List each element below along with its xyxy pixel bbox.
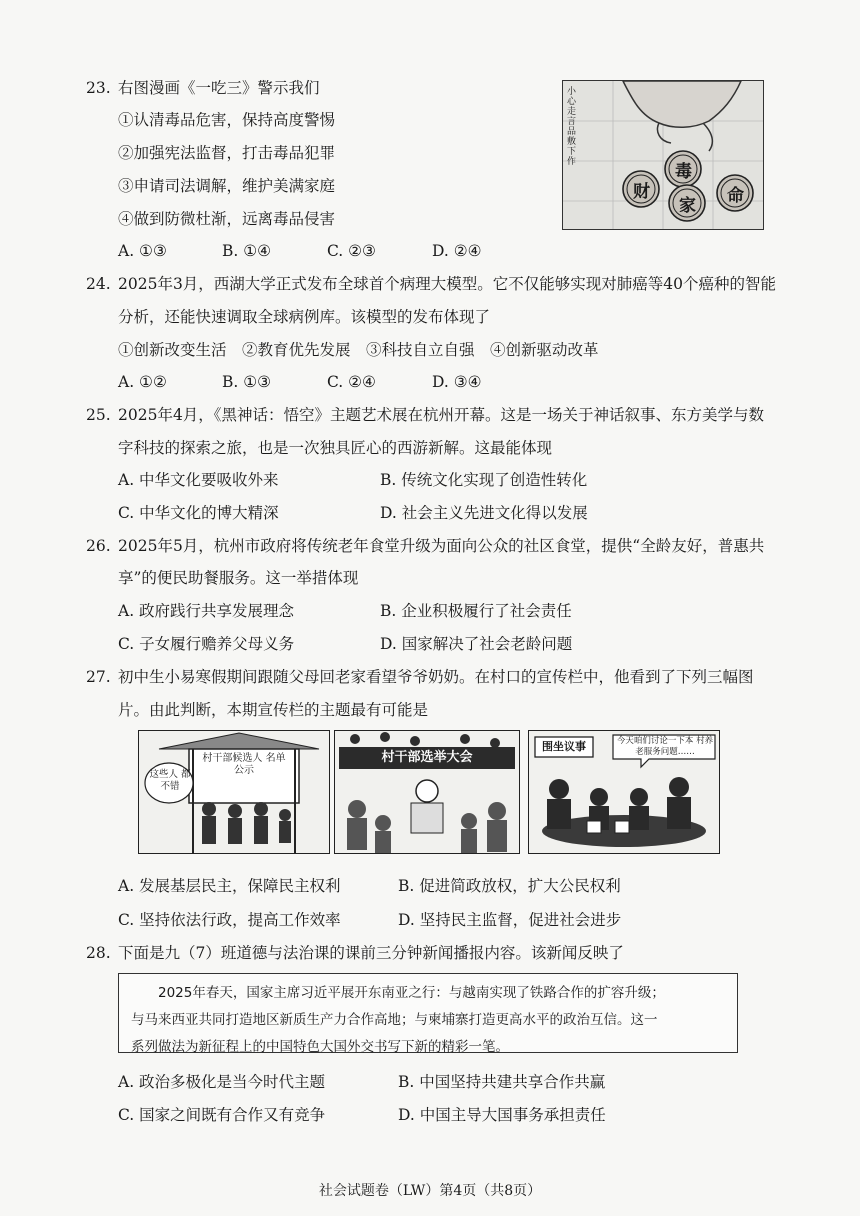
q27-option-d: D. 坚持民主监督，促进社会进步: [398, 911, 622, 929]
cartoon-side-text: 小心走言品敷下作: [567, 87, 577, 167]
q27-option-b: B. 促进简政放权，扩大公民权利: [398, 877, 621, 895]
chess-piece-cai: 财: [633, 182, 650, 202]
q23-cartoon: [562, 80, 764, 230]
q28-option-b: B. 中国坚持共建共享合作共赢: [398, 1073, 606, 1091]
q28-stem-text: 下面是九（7）班道德与法治课的课前三分钟新闻播报内容。该新闻反映了: [118, 944, 624, 962]
q27-stem-line1: [86, 667, 754, 687]
page-footer: 社会试题卷（LW）第4页（共8页）: [318, 1183, 542, 1199]
speech-bubble-1: 这些人 都不错: [149, 769, 191, 792]
q25-option-b: B. 传统文化实现了创造性转化: [380, 471, 588, 489]
q23-item-2: ②加强宪法监督，打击毒品犯罪: [118, 144, 336, 162]
q26-number: 26.: [86, 537, 111, 555]
q27-picture-3: [528, 730, 720, 854]
q23-option-a: A. ①③: [118, 242, 167, 260]
q26-stem-line2: 享”的便民助餐服务。这一举措体现: [118, 569, 359, 587]
q23-stem-text: 右图漫画《一吃三》警示我们: [118, 79, 320, 97]
q26-stem-line1: [86, 536, 764, 556]
q25-option-d: D. 社会主义先进文化得以发展: [380, 504, 588, 522]
q23-item-1: ①认清毒品危害，保持高度警惕: [118, 111, 336, 129]
meeting-sign: 围坐议事: [542, 740, 586, 753]
q25-stem-line2: 字科技的探索之旅，也是一次独具匠心的西游新解。这最能体现: [118, 439, 553, 457]
q23-option-d: D. ②④: [432, 242, 482, 260]
q23-option-c: C. ②③: [327, 242, 376, 260]
news-line-1: 2025年春天，国家主席习近平展开东南亚之行：与越南实现了铁路合作的扩容升级；: [158, 985, 665, 1001]
chess-piece-ming: 命: [727, 186, 744, 206]
notice-board-text: 村干部候选人 名单公示: [202, 753, 286, 776]
q26-option-d: D. 国家解决了社会老龄问题: [380, 635, 573, 653]
q25-number: 25.: [86, 406, 111, 424]
q27-stem-line2: 片。由此判断，本期宣传栏的主题最有可能是: [118, 701, 429, 719]
q28-option-d: D. 中国主导大国事务承担责任: [398, 1106, 606, 1124]
q28-stem: [86, 943, 624, 963]
chess-piece-du: 毒: [675, 162, 692, 182]
q27-option-a: A. 发展基层民主，保障民主权利: [118, 877, 341, 895]
q24-stem-text-1: 2025年3月，西湖大学正式发布全球首个病理大模型。它不仅能够实现对肺癌等40个癌种的智能: [118, 275, 777, 293]
q26-stem-text-1: 2025年5月，杭州市政府将传统老年食堂升级为面向公众的社区食堂，提供“全龄友好，普惠共: [118, 537, 765, 555]
q25-stem-text-1: 2025年4月，《黑神话：悟空》主题艺术展在杭州开幕。这是一场关于神话叙事、东方美学与数: [118, 406, 765, 424]
q23-number: 23.: [86, 79, 111, 97]
q28-news-box: [118, 973, 738, 1053]
q24-option-c: C. ②④: [327, 373, 376, 391]
chess-hand-illustration: [563, 81, 763, 229]
q27-stem-text-1: 初中生小易寒假期间跟随父母回老家看望爷爷奶奶。在村口的宣传栏中，他看到了下列三幅图: [118, 668, 754, 686]
q23-stem: [86, 78, 320, 98]
q23-option-b: B. ①④: [222, 242, 272, 260]
q25-stem-line1: [86, 405, 764, 425]
q23-item-4: ④做到防微杜渐，远离毒品侵害: [118, 210, 336, 228]
q23-item-3: ③申请司法调解，维护美满家庭: [118, 177, 336, 195]
chess-piece-jia: 家: [679, 196, 696, 216]
q24-stem-line1: [86, 274, 776, 294]
q26-option-a: A. 政府践行共享发展理念: [118, 602, 295, 620]
q27-picture-1: [138, 730, 330, 854]
q24-option-d: D. ③④: [432, 373, 482, 391]
q27-picture-2: [334, 730, 520, 854]
q24-number: 24.: [86, 275, 111, 293]
election-banner: 村干部选举大会: [381, 750, 473, 765]
q27-option-c: C. 坚持依法行政，提高工作效率: [118, 911, 341, 929]
q26-option-b: B. 企业积极履行了社会责任: [380, 602, 572, 620]
q28-option-a: A. 政治多极化是当今时代主题: [118, 1073, 326, 1091]
q27-number: 27.: [86, 668, 111, 686]
q28-option-c: C. 国家之间既有合作又有竞争: [118, 1106, 326, 1124]
q24-items: ①创新改变生活 ②教育优先发展 ③科技自立自强 ④创新驱动改革: [118, 341, 599, 359]
q28-number: 28.: [86, 944, 111, 962]
q24-option-a: A. ①②: [118, 373, 167, 391]
q25-option-a: A. 中华文化要吸收外来: [118, 471, 279, 489]
q25-option-c: C. 中华文化的博大精深: [118, 504, 279, 522]
speech-bubble-3: 今天咱们讨论一下本 村养老服务问题……: [616, 736, 714, 757]
news-line-3: 系列做法为新征程上的中国特色大国外交书写下新的精彩一笔。: [131, 1039, 509, 1055]
q24-option-b: B. ①③: [222, 373, 272, 391]
q26-option-c: C. 子女履行赡养父母义务: [118, 635, 295, 653]
news-line-2: 与马来西亚共同打造地区新质生产力合作高地；与柬埔寨打造更高水平的政治互信。这一: [131, 1012, 658, 1028]
q24-stem-line2: 分析，还能快速调取全球病例库。该模型的发布体现了: [118, 308, 491, 326]
